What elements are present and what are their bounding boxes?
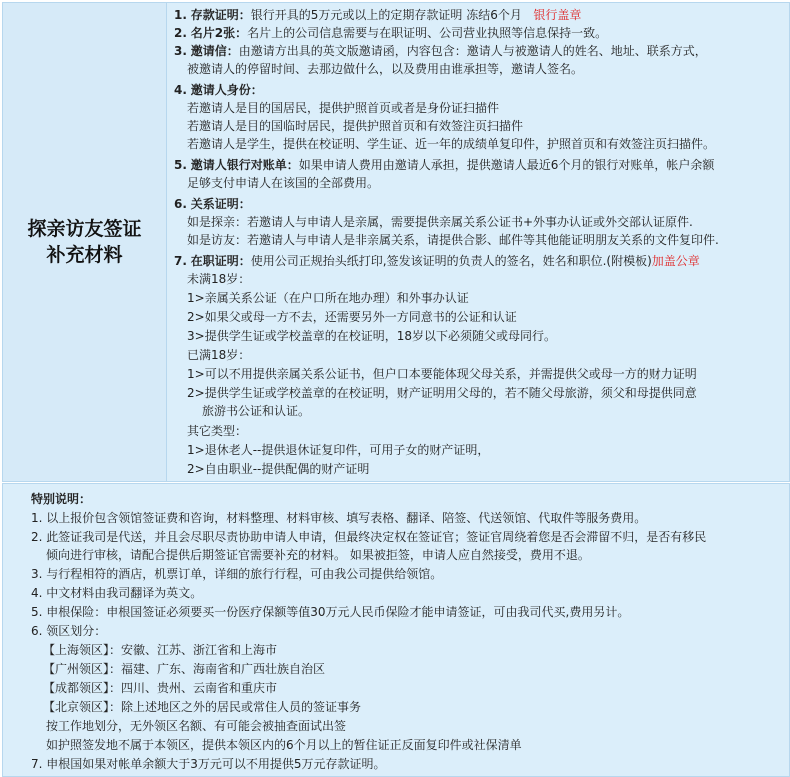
- category-title-line1: 探亲访友签证: [27, 218, 142, 240]
- region-note-1: 按工作地划分，无外领区名额、有可能会被抽查面试出签: [46, 719, 347, 733]
- req-6: 6. 关系证明：: [174, 197, 251, 211]
- region-note-2: 如护照签发地不属于本领区，提供本领区内的6个月以上的暂住证正反面复印件或社保清单: [46, 738, 522, 752]
- req-4: 4. 邀请人身份：: [174, 83, 263, 97]
- req-7-over18: 已满18岁：: [187, 348, 251, 362]
- req-1: 1. 存款证明：银行开具的5万元或以上的定期存款证明 冻结6个月 银行盖章: [174, 8, 582, 22]
- category-title-line2: 补充材料: [46, 244, 123, 266]
- req-7-under18: 未满18岁：: [187, 272, 251, 286]
- req-7-over18-1: 1>可以不用提供亲属关系公证书，但户口本要能体现父母关系，并需提供父或母一方的财力证明: [187, 367, 697, 381]
- req-3: 3. 邀请信：由邀请方出具的英文版邀请函，内容包含：邀请人与被邀请人的姓名、地址、联系方式，: [174, 44, 707, 58]
- req-7-other-1: 1>退休老人--提供退休证复印件，可用子女的财产证明，: [187, 443, 490, 457]
- req-7-other: 其它类型：: [187, 424, 248, 438]
- note-5: 5. 申根保险：申根国签证必须要买一份医疗保额等值30万元人民币保险才能申请签证，可由我司代买,费用另计。: [31, 605, 630, 619]
- note-2-cont: 倾向进行审核，请配合提供后期签证官需要补充的材料。 如果被拒签，申请人应自然接受，费用不退。: [46, 548, 590, 562]
- req-7-under18-2: 2>如果父或母一方不去，还需要另外一方同意书的公证和认证: [187, 310, 517, 324]
- req-7-over18-2: 2>提供学生证或学校盖章的在校证明，财产证明用父母的，若不随父母旅游，须父和母提供同意: [187, 386, 697, 400]
- note-1: 1. 以上报价包含领馆签证费和咨询，材料整理、材料审核、填写表格、翻译、陪签、代送领馆、代取件等服务费用。: [31, 511, 647, 525]
- note-3: 3. 与行程相符的酒店，机票订单，详细的旅行行程，可由我公司提供给领馆。: [31, 567, 443, 581]
- note-6: 6. 领区划分：: [31, 624, 107, 638]
- req-4-line3: 若邀请人是学生，提供在校证明、学生证、近一年的成绩单复印件，护照首页和有效签注页扫描件。: [187, 137, 716, 151]
- region-beijing: 【北京领区】：除上述地区之外的居民或常住人员的签证事务: [43, 700, 362, 714]
- req-7: 7. 在职证明：使用公司正规抬头纸打印,签发该证明的负责人的签名，姓名和职位.(附模板)加盖公章: [174, 254, 700, 268]
- special-notes: [2, 483, 790, 777]
- req-7-over18-2-cont: 旅游书公证和认证。: [202, 404, 311, 418]
- region-guangzhou: 【广州领区】：福建、广东、海南省和广西壮族自治区: [43, 662, 326, 676]
- req-4-line1: 若邀请人是目的国居民，提供护照首页或者是身份证扫描件: [187, 101, 500, 115]
- company-stamp-note: 加盖公章: [651, 254, 700, 268]
- region-shanghai: 【上海领区】：安徽、江苏、浙江省和上海市: [43, 643, 278, 657]
- req-7-other-2: 2>自由职业--提供配偶的财产证明: [187, 462, 370, 476]
- req-7-under18-1: 1>亲属关系公证（在户口所在地办理）和外事办认证: [187, 291, 469, 305]
- category-cell: [3, 3, 167, 481]
- req-4-line2: 若邀请人是目的国临时居民，提供护照首页和有效签注页扫描件: [187, 119, 524, 133]
- bank-stamp-note: 银行盖章: [533, 8, 582, 22]
- req-6-line1: 如是探亲：若邀请人与申请人是亲属，需要提供亲属关系公证书+外事办认证或外交部认证原件.: [187, 215, 693, 229]
- req-5: 5. 邀请人银行对账单：如果申请人费用由邀请人承担，提供邀请人最近6个月的银行对账单，帐户余额: [174, 158, 715, 172]
- requirements-cell: [167, 3, 789, 481]
- req-7-under18-3: 3>提供学生证或学校盖章的在校证明，18岁以下必须随父或母同行。: [187, 329, 556, 343]
- notes-heading: 特别说明：: [31, 492, 92, 506]
- req-3-cont: 被邀请人的停留时间、去那边做什么，以及费用由谁承担等，邀请人签名。: [187, 62, 584, 76]
- note-7: 7. 申根国如果对帐单余额大于3万元可以不用提供5万元存款证明。: [31, 757, 386, 771]
- materials-table: [2, 2, 790, 482]
- req-5-cont: 足够支付申请人在该国的全部费用。: [187, 176, 380, 190]
- region-chengdu: 【成都领区】：四川、贵州、云南省和重庆市: [43, 681, 278, 695]
- req-6-line2: 如是访友：若邀请人与申请人是非亲属关系，请提供合影、邮件等其他能证明朋友关系的文件复印件.: [187, 233, 719, 247]
- note-2: 2. 此签证我司是代送，并且会尽职尽责协助申请人申请，但最终决定权在签证官；签证官周绕着您是否会滞留不归，是否有移民: [31, 530, 707, 544]
- note-4: 4. 中文材料由我司翻译为英文。: [31, 586, 203, 600]
- req-2: 2. 名片2张：名片上的公司信息需要与在职证明、公司营业执照等信息保持一致。: [174, 26, 608, 40]
